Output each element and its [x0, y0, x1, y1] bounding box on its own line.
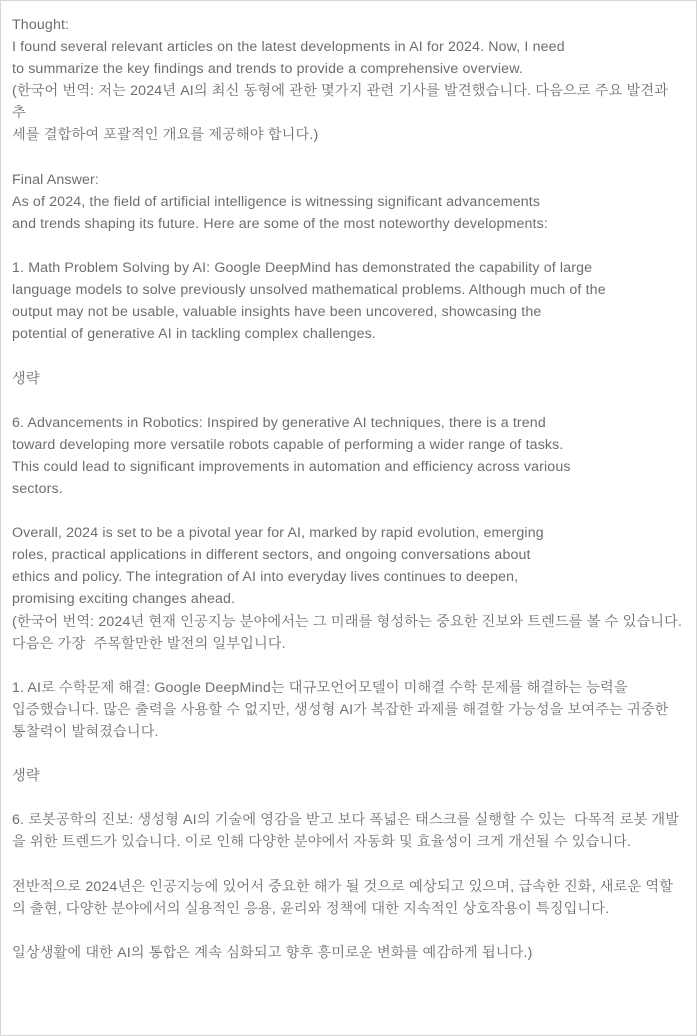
list-item-line: 을 위한 트렌드가 있습니다. 이로 인해 다양한 분야에서 자동화 및 효율성이 크게 개선될 수 있습니다.	[12, 834, 632, 851]
list-item-line: 입증했습니다. 많은 출력을 사용할 수 없지만, 생성형 AI가 복잡한 과제를 해결할 가능성을 보여주는 귀중한	[12, 701, 669, 718]
omitted-marker-english	[12, 368, 684, 390]
paragraph-spacer	[12, 854, 684, 876]
list-item-line: potential of generative AI in tackling complex challenges.	[12, 326, 376, 343]
list-item-1-english	[12, 257, 684, 345]
list-item-6-english	[12, 412, 684, 500]
overall-line: 전반적으로 2024년은 인공지능에 있어서 중요한 해가 될 것으로 예상되고 있으며, 급속한 진화, 새로운 역할	[12, 878, 674, 895]
paragraph-spacer	[12, 655, 684, 677]
final-answer-line: As of 2024, the field of artificial intelligence is witnessing significant advancements	[12, 193, 541, 210]
list-item-6-korean	[12, 809, 684, 853]
thought-translation-line: 세를 결합하여 포괄적인 개요를 제공해야 합니다.)	[12, 127, 319, 144]
overall-line: promising exciting changes ahead.	[12, 591, 236, 608]
paragraph-spacer	[12, 147, 684, 169]
list-item-line: This could lead to significant improvements in automation and efficiency across various	[12, 458, 571, 475]
paragraph-spacer	[12, 390, 684, 412]
list-item-line: output may not be usable, valuable insights have been uncovered, showcasing the	[12, 304, 542, 321]
paragraph-spacer	[12, 743, 684, 765]
list-item-line: 1. AI로 수학문제 해결: Google DeepMind는 대규모언어모델이 미해결 수학 문제를 해결하는 능력을	[12, 679, 628, 696]
list-item-line: sectors.	[12, 480, 63, 497]
list-item-line: toward developing more versatile robots capable of performing a wider range of tasks.	[12, 436, 564, 453]
closing-block	[12, 942, 684, 964]
list-item-line: 6. Advancements in Robotics: Inspired by generative AI techniques, there is a trend	[12, 414, 546, 431]
overall-line: roles, practical applications in different sectors, and ongoing conversations about	[12, 547, 531, 564]
paragraph-spacer	[12, 500, 684, 522]
overall-translation-line: (한국어 번역: 2024년 현재 인공지능 분야에서는 그 미래를 형성하는 중요한 진보와 트렌드를 볼 수 있습니다.	[12, 613, 683, 630]
closing-line: 일상생활에 대한 AI의 통합은 계속 심화되고 향후 흥미로운 변화를 예감하게 됩니다.)	[12, 944, 533, 961]
omitted-marker-korean	[12, 765, 684, 787]
list-item-line: 통찰력이 발혀졌습니다.	[12, 724, 159, 740]
thought-line: to summarize the key findings and trends to provide a comprehensive overview.	[12, 61, 523, 78]
overall-translation-line: 다음은 가장 주목할만한 발전의 일부입니다.	[12, 635, 286, 652]
final-answer-line: and trends shaping its future. Here are some of the most noteworthy developments:	[12, 215, 548, 232]
list-item-1-korean	[12, 677, 684, 743]
paragraph-spacer	[12, 235, 684, 257]
thought-block	[12, 14, 684, 147]
final-answer-block	[12, 169, 684, 235]
thought-translation-line: (한국어 번역: 저는 2024년 AI의 최신 동형에 관한 몇가지 관련 기사를 발견했습니다. 다음으로 주요 발견과 추	[12, 83, 673, 122]
omitted-marker-text: 생략	[12, 370, 40, 387]
paragraph-spacer	[12, 345, 684, 367]
overall-line: Overall, 2024 is set to be a pivotal year for AI, marked by rapid evolution, emerging	[12, 525, 544, 542]
list-item-line: language models to solve previously unsolved mathematical problems. Although much of the	[12, 282, 606, 299]
overall-summary-korean	[12, 876, 684, 920]
list-item-line: 6. 로봇공학의 진보: 생성형 AI의 기술에 영감을 받고 보다 폭넓은 태스크를 실행할 수 있는 다목적 로봇 개발	[12, 812, 680, 829]
overall-line: ethics and policy. The integration of AI into everyday lives continues to deepen,	[12, 569, 519, 586]
thought-heading: Thought:	[12, 17, 70, 33]
paragraph-spacer	[12, 787, 684, 809]
paragraph-spacer	[12, 920, 684, 942]
thought-line: I found several relevant articles on the latest developments in AI for 2024. Now, I need	[12, 39, 565, 56]
final-answer-heading: Final Answer:	[12, 171, 100, 188]
list-item-line: 1. Math Problem Solving by AI: Google DeepMind has demonstrated the capability of large	[12, 260, 593, 277]
overall-summary-english	[12, 522, 684, 655]
overall-line: 의 출현, 다양한 분야에서의 실용적인 응용, 윤리와 정책에 대한 지속적인 상호작용이 특징입니다.	[12, 900, 610, 917]
omitted-marker-text: 생략	[12, 768, 40, 785]
